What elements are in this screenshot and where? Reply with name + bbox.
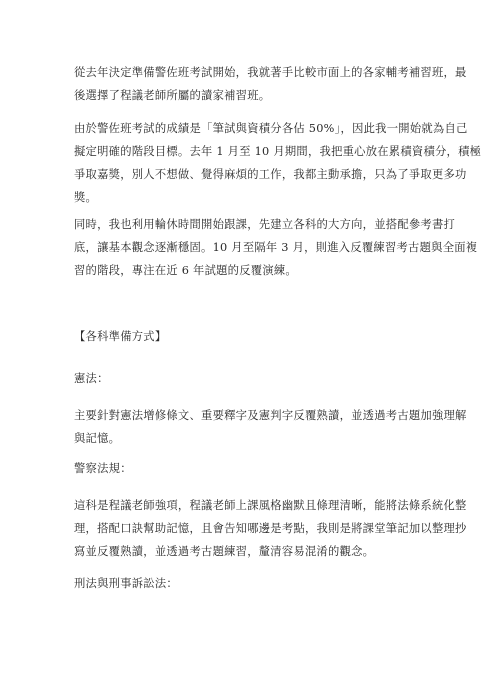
subject-title-criminal-law: 刑法與刑事訴訟法： [74, 577, 178, 590]
text-line: 獎。 [74, 191, 98, 204]
subject-body-constitution [74, 404, 467, 450]
text-line: 習的階段，專注在近 6 年試題的反覆演練。 [74, 264, 297, 277]
text-line: 同時，我也利用輪休時間開始跟課，先建立各科的大方向，並搭配參考書打 [74, 218, 456, 231]
score-strategy-paragraph [74, 117, 482, 209]
text-line: 從去年決定準備警佐班考試開始，我就著手比較市面上的各家輔考補習班，最 [74, 66, 467, 79]
study-schedule-paragraph [74, 213, 478, 282]
text-line: 擬定明確的階段目標。去年 1 月至 10 月期間，我把重心放在累積資積分，積極 [74, 145, 482, 158]
text-line: 寫並反覆熟讀，並透過考古題練習，釐清容易混淆的觀念。 [74, 545, 375, 558]
text-line: 主要針對憲法增修條文、重要釋字及憲判字反覆熟讀，並透過考古題加強理解 [74, 409, 467, 422]
subject-title-constitution: 憲法： [74, 372, 109, 385]
text-line: 理，搭配口訣幫助記憶，且會告知哪邊是考點，我則是將課堂筆記加以整理抄 [74, 522, 467, 535]
intro-paragraph [74, 61, 467, 107]
text-line: 這科是程議老師強項，程議老師上課風格幽默且條理清晰，能將法條系統化整 [74, 499, 467, 512]
section-heading: 【各科準備方式】 [74, 330, 167, 343]
subject-body-police-law [74, 494, 467, 563]
text-line: 與記憶。 [74, 432, 121, 445]
text-line: 底，讓基本觀念逐漸穩固。10 月至隔年 3 月，則進入反覆練習考古題與全面複 [74, 241, 478, 254]
subject-title-police-law: 警察法規： [74, 462, 132, 475]
text-line: 爭取嘉獎，別人不想做、覺得麻煩的工作，我都主動承擔，只為了爭取更多功 [74, 168, 467, 181]
text-line: 由於警佐班考試的成績是「筆試與資積分各佔 50%」，因此我一開始就為自己 [74, 122, 468, 135]
text-line: 後選擇了程議老師所屬的讀家補習班。 [74, 89, 271, 102]
